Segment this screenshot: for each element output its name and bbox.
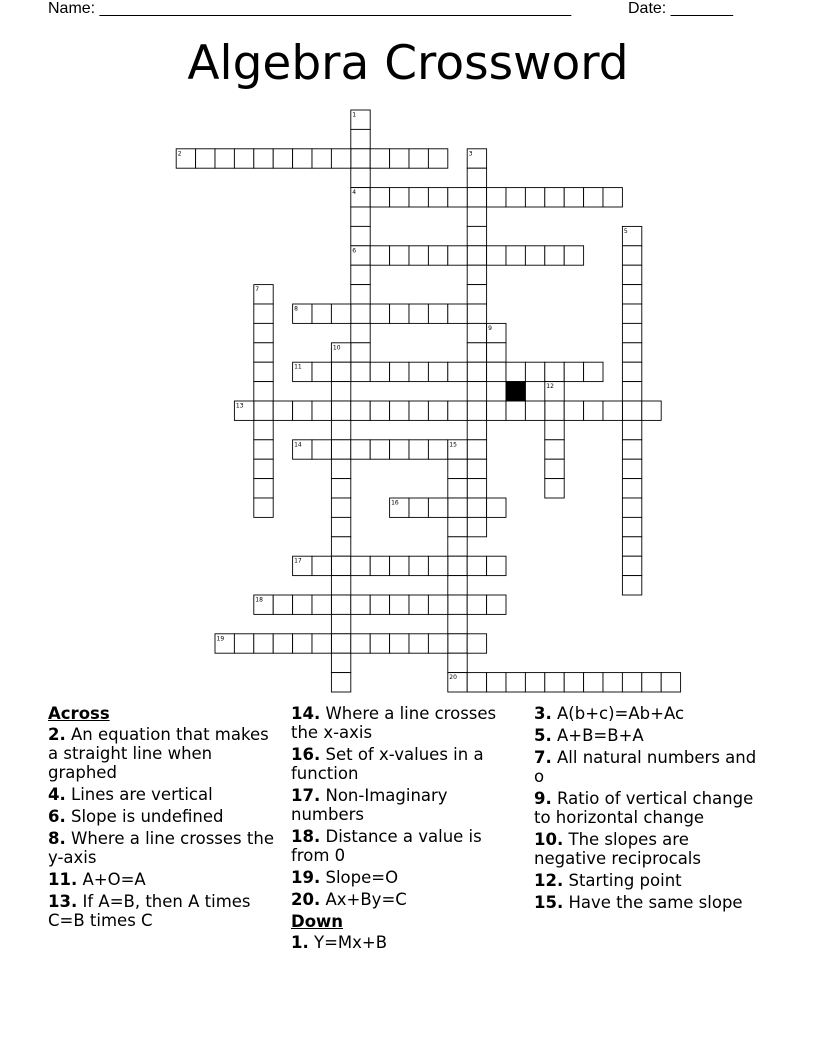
grid-cell[interactable] (293, 634, 312, 653)
clue-down-1: 1. Y=Mx+B (291, 933, 388, 952)
grid-cell[interactable] (312, 149, 331, 168)
grid-cell[interactable] (370, 246, 389, 265)
clue-across-17: 17. Non-Imaginary numbers (291, 786, 448, 824)
grid-cell[interactable] (448, 362, 467, 381)
grid-cell[interactable] (525, 246, 544, 265)
grid-cell[interactable] (331, 149, 350, 168)
grid-cell[interactable] (564, 362, 583, 381)
grid-cell[interactable] (312, 440, 331, 459)
grid-cell[interactable] (448, 556, 467, 575)
clue-number: 10 (332, 344, 341, 352)
grid-cell[interactable] (428, 362, 447, 381)
grid-cell[interactable] (467, 556, 486, 575)
grid-cell[interactable] (622, 459, 641, 478)
grid-cell[interactable] (603, 401, 622, 420)
clue-number: 5 (623, 227, 628, 235)
grid-cell[interactable] (467, 498, 486, 517)
grid-cell[interactable] (467, 440, 486, 459)
grid-cell[interactable] (467, 246, 486, 265)
grid-cell[interactable] (642, 673, 661, 692)
grid-cell[interactable] (487, 401, 506, 420)
grid-cell[interactable] (331, 362, 350, 381)
grid-cell[interactable] (273, 595, 292, 614)
grid-cell[interactable] (467, 634, 486, 653)
grid-cell[interactable] (428, 634, 447, 653)
grid-cell[interactable] (331, 556, 350, 575)
grid-cell[interactable] (622, 382, 641, 401)
grid-cell[interactable] (312, 595, 331, 614)
grid-cell[interactable] (661, 673, 680, 692)
grid-cell[interactable] (390, 362, 409, 381)
grid-cell[interactable] (254, 420, 273, 439)
grid-cell[interactable] (545, 420, 564, 439)
grid-cell[interactable] (293, 149, 312, 168)
grid-cell[interactable] (428, 246, 447, 265)
grid-cell[interactable] (525, 362, 544, 381)
grid-cell[interactable] (254, 459, 273, 478)
clue-number: 19 (216, 635, 225, 643)
grid-cell[interactable] (584, 362, 603, 381)
grid-cell[interactable] (370, 595, 389, 614)
grid-cell[interactable] (351, 285, 370, 304)
grid-cell[interactable] (234, 149, 253, 168)
grid-cell[interactable] (370, 440, 389, 459)
clues-column-2 (291, 704, 523, 955)
grid-cell[interactable] (351, 440, 370, 459)
grid-cell[interactable] (564, 246, 583, 265)
grid-cell[interactable] (622, 246, 641, 265)
grid-cell[interactable] (390, 188, 409, 207)
grid-cell[interactable] (351, 226, 370, 245)
grid-cell[interactable] (293, 401, 312, 420)
date-field: Date: _______ (628, 0, 733, 17)
clue-across-16: 16. Set of x-values in a function (291, 745, 484, 783)
clue-number: 18 (255, 596, 263, 604)
across-heading: Across (48, 704, 110, 723)
grid-cell[interactable] (351, 362, 370, 381)
grid-cell[interactable] (428, 498, 447, 517)
grid-cell[interactable] (293, 595, 312, 614)
grid-cell[interactable] (525, 401, 544, 420)
grid-cell[interactable] (467, 382, 486, 401)
grid-cell[interactable] (487, 188, 506, 207)
clue-down-10: 10. The slopes are negative reciprocals (534, 830, 701, 868)
grid-cell[interactable] (642, 401, 661, 420)
clue-number: 13 (235, 402, 244, 410)
grid-cell[interactable] (564, 188, 583, 207)
grid-cell[interactable] (545, 401, 564, 420)
grid-cell[interactable] (487, 673, 506, 692)
grid-cell[interactable] (351, 207, 370, 226)
grid-cell[interactable] (487, 498, 506, 517)
grid-cell[interactable] (545, 673, 564, 692)
grid-cell[interactable] (351, 168, 370, 187)
grid-cell[interactable] (467, 207, 486, 226)
grid-cell[interactable] (448, 479, 467, 498)
clue-number: 17 (294, 557, 302, 565)
clue-down-3: 3. A(b+c)=Ab+Ac (534, 704, 685, 723)
grid-cell[interactable] (622, 343, 641, 362)
grid-cell[interactable] (467, 265, 486, 284)
grid-cell[interactable] (622, 517, 641, 536)
grid-cell[interactable] (331, 653, 350, 672)
clue-number: 14 (294, 441, 302, 449)
clue-down-5: 5. A+B=B+A (534, 726, 644, 745)
grid-cell[interactable] (622, 537, 641, 556)
grid-cell[interactable] (467, 304, 486, 323)
grid-cell[interactable] (622, 362, 641, 381)
grid-cell[interactable] (564, 673, 583, 692)
grid-cell[interactable] (622, 323, 641, 342)
clue-across-20: 20. Ax+By=C (291, 890, 407, 909)
grid-cell[interactable] (331, 420, 350, 439)
grid-cell[interactable] (622, 440, 641, 459)
grid-cell[interactable] (254, 498, 273, 517)
grid-cell[interactable] (234, 634, 253, 653)
grid-cell[interactable] (487, 362, 506, 381)
grid-cell[interactable] (351, 556, 370, 575)
grid-cell[interactable] (196, 149, 215, 168)
grid-cell[interactable] (370, 556, 389, 575)
grid-cell[interactable] (448, 537, 467, 556)
grid-cell[interactable] (487, 556, 506, 575)
clue-number: 1 (352, 111, 357, 119)
grid-cell[interactable] (622, 285, 641, 304)
grid-cell[interactable] (467, 168, 486, 187)
grid-cell[interactable] (428, 304, 447, 323)
grid-cell[interactable] (351, 595, 370, 614)
grid-cell[interactable] (409, 362, 428, 381)
grid-cell[interactable] (603, 673, 622, 692)
clue-down-9: 9. Ratio of vertical change to horizontal change (534, 789, 754, 827)
grid-cell[interactable] (370, 634, 389, 653)
grid-cell[interactable] (351, 323, 370, 342)
grid-cell[interactable] (254, 149, 273, 168)
grid-cell[interactable] (448, 401, 467, 420)
grid-cell[interactable] (370, 362, 389, 381)
grid-cell[interactable] (487, 595, 506, 614)
grid-cell[interactable] (409, 401, 428, 420)
grid-cell[interactable] (584, 673, 603, 692)
grid-cell[interactable] (584, 188, 603, 207)
grid-cell[interactable] (428, 149, 447, 168)
grid-cell[interactable] (331, 401, 350, 420)
grid-cell[interactable] (467, 323, 486, 342)
clue-number: 8 (294, 305, 298, 313)
grid-cell[interactable] (622, 673, 641, 692)
grid-cell[interactable] (448, 459, 467, 478)
grid-cell[interactable] (448, 653, 467, 672)
grid-cell[interactable] (254, 343, 273, 362)
grid-cell[interactable] (506, 673, 525, 692)
grid-cell[interactable] (254, 304, 273, 323)
clue-number: 7 (255, 286, 260, 294)
clue-number: 20 (449, 674, 457, 682)
grid-cell[interactable] (428, 556, 447, 575)
grid-cell[interactable] (545, 246, 564, 265)
grid-cell[interactable] (467, 673, 486, 692)
clue-number: 4 (352, 189, 357, 197)
grid-cell[interactable] (448, 188, 467, 207)
grid-cell[interactable] (312, 362, 331, 381)
clues-column-3 (534, 704, 766, 915)
grid-cell[interactable] (409, 149, 428, 168)
grid-cell[interactable] (331, 304, 350, 323)
grid-cell[interactable] (331, 440, 350, 459)
grid-cell[interactable] (331, 634, 350, 653)
grid-cell[interactable] (506, 401, 525, 420)
grid-cell[interactable] (448, 614, 467, 633)
grid-cell[interactable] (254, 382, 273, 401)
grid-cell[interactable] (428, 440, 447, 459)
grid-cell[interactable] (467, 226, 486, 245)
grid-cell[interactable] (390, 440, 409, 459)
grid-cell[interactable] (370, 304, 389, 323)
name-field: Name: _____________________________________________________ (48, 0, 572, 17)
grid-cell[interactable] (448, 498, 467, 517)
grid-cell[interactable] (584, 401, 603, 420)
clue-down-12: 12. Starting point (534, 871, 682, 890)
grid-cell[interactable] (448, 595, 467, 614)
grid-cell[interactable] (312, 556, 331, 575)
grid-cell[interactable] (390, 304, 409, 323)
clue-down-7: 7. All natural numbers and o (534, 748, 757, 786)
grid-cell[interactable] (370, 401, 389, 420)
grid-cell[interactable] (254, 440, 273, 459)
grid-cell[interactable] (467, 188, 486, 207)
grid-cell[interactable] (428, 595, 447, 614)
grid-cell[interactable] (370, 188, 389, 207)
black-cell (506, 382, 525, 401)
grid-cell[interactable] (331, 382, 350, 401)
grid-cell[interactable] (409, 634, 428, 653)
grid-cell[interactable] (351, 634, 370, 653)
grid-cell[interactable] (331, 576, 350, 595)
grid-cell[interactable] (215, 149, 234, 168)
grid-cell[interactable] (331, 537, 350, 556)
clue-number: 6 (352, 247, 357, 255)
grid-cell[interactable] (390, 149, 409, 168)
clue-across-8: 8. Where a line crosses the y-axis (48, 829, 274, 867)
grid-cell[interactable] (351, 401, 370, 420)
clue-across-13: 13. If A=B, then A times C=B times C (48, 892, 251, 930)
grid-cell[interactable] (467, 285, 486, 304)
grid-cell[interactable] (273, 634, 292, 653)
clue-across-11: 11. A+O=A (48, 870, 146, 889)
grid-cell[interactable] (254, 362, 273, 381)
grid-cell[interactable] (390, 246, 409, 265)
clue-number: 2 (177, 150, 182, 158)
clue-across-18: 18. Distance a value is from 0 (291, 827, 482, 865)
grid-cell[interactable] (409, 246, 428, 265)
clue-number: 9 (488, 324, 492, 332)
grid-cell[interactable] (603, 188, 622, 207)
clue-number: 16 (391, 499, 399, 507)
grid-cell[interactable] (331, 595, 350, 614)
grid-cell[interactable] (622, 420, 641, 439)
grid-cell[interactable] (409, 595, 428, 614)
grid-cell[interactable] (312, 401, 331, 420)
grid-cell[interactable] (448, 246, 467, 265)
grid-cell[interactable] (467, 343, 486, 362)
grid-cell[interactable] (622, 401, 641, 420)
grid-cell[interactable] (409, 188, 428, 207)
grid-cell[interactable] (254, 634, 273, 653)
grid-cell[interactable] (487, 343, 506, 362)
grid-cell[interactable] (448, 576, 467, 595)
grid-cell[interactable] (545, 479, 564, 498)
grid-cell[interactable] (312, 634, 331, 653)
grid-cell[interactable] (506, 246, 525, 265)
grid-cell[interactable] (390, 595, 409, 614)
grid-cell[interactable] (331, 673, 350, 692)
clue-number: 15 (449, 441, 457, 449)
grid-cell[interactable] (487, 246, 506, 265)
grid-cell[interactable] (351, 129, 370, 148)
grid-cell[interactable] (409, 556, 428, 575)
grid-cell[interactable] (622, 576, 641, 595)
clue-across-14: 14. Where a line crosses the x-axis (291, 704, 497, 742)
grid-cell[interactable] (428, 188, 447, 207)
clues-column-1 (48, 704, 280, 933)
grid-cell[interactable] (525, 188, 544, 207)
grid-cell[interactable] (545, 459, 564, 478)
grid-cell[interactable] (351, 265, 370, 284)
clue-across-4: 4. Lines are vertical (48, 785, 213, 804)
grid-cell[interactable] (409, 498, 428, 517)
grid-cell[interactable] (622, 265, 641, 284)
grid-cell[interactable] (331, 479, 350, 498)
grid-cell[interactable] (467, 459, 486, 478)
grid-cell[interactable] (467, 595, 486, 614)
grid-cell[interactable] (331, 517, 350, 536)
grid-cell[interactable] (390, 634, 409, 653)
grid-cell[interactable] (254, 401, 273, 420)
clue-across-6: 6. Slope is undefined (48, 807, 224, 826)
grid-cell[interactable] (331, 459, 350, 478)
grid-cell[interactable] (273, 401, 292, 420)
clue-number: 11 (294, 363, 302, 371)
grid-cell[interactable] (331, 498, 350, 517)
clue-number: 3 (468, 150, 473, 158)
grid-cell[interactable] (564, 401, 583, 420)
clue-number: 12 (546, 383, 554, 391)
grid-cell[interactable] (312, 304, 331, 323)
grid-cell[interactable] (370, 149, 389, 168)
grid-cell[interactable] (390, 556, 409, 575)
grid-cell[interactable] (506, 362, 525, 381)
grid-cell[interactable] (448, 304, 467, 323)
grid-cell[interactable] (448, 517, 467, 536)
grid-cell[interactable] (622, 479, 641, 498)
grid-cell[interactable] (409, 304, 428, 323)
grid-cell[interactable] (622, 304, 641, 323)
clue-down-15: 15. Have the same slope (534, 893, 743, 912)
grid-cell[interactable] (409, 440, 428, 459)
grid-cell[interactable] (545, 440, 564, 459)
clue-across-19: 19. Slope=O (291, 868, 399, 887)
grid-cell[interactable] (351, 304, 370, 323)
grid-cell[interactable] (254, 323, 273, 342)
grid-cell[interactable] (525, 673, 544, 692)
grid-cell[interactable] (506, 188, 525, 207)
grid-cell[interactable] (467, 362, 486, 381)
grid-cell[interactable] (331, 614, 350, 633)
grid-cell[interactable] (467, 517, 486, 536)
grid-cell[interactable] (467, 479, 486, 498)
grid-cell[interactable] (622, 498, 641, 517)
grid-cell[interactable] (390, 401, 409, 420)
grid-cell[interactable] (351, 149, 370, 168)
grid-cell[interactable] (467, 420, 486, 439)
grid-cell[interactable] (448, 634, 467, 653)
grid-cell[interactable] (273, 149, 292, 168)
page-title: Algebra Crossword (187, 36, 629, 91)
grid-cell[interactable] (545, 362, 564, 381)
grid-cell[interactable] (428, 401, 447, 420)
grid-cell[interactable] (622, 556, 641, 575)
clue-across-2: 2. An equation that makes a straight line when graphed (48, 725, 269, 782)
grid-cell[interactable] (467, 401, 486, 420)
grid-cell[interactable] (254, 479, 273, 498)
grid-cell[interactable] (545, 188, 564, 207)
down-heading: Down (291, 912, 344, 931)
grid-cell[interactable] (351, 343, 370, 362)
